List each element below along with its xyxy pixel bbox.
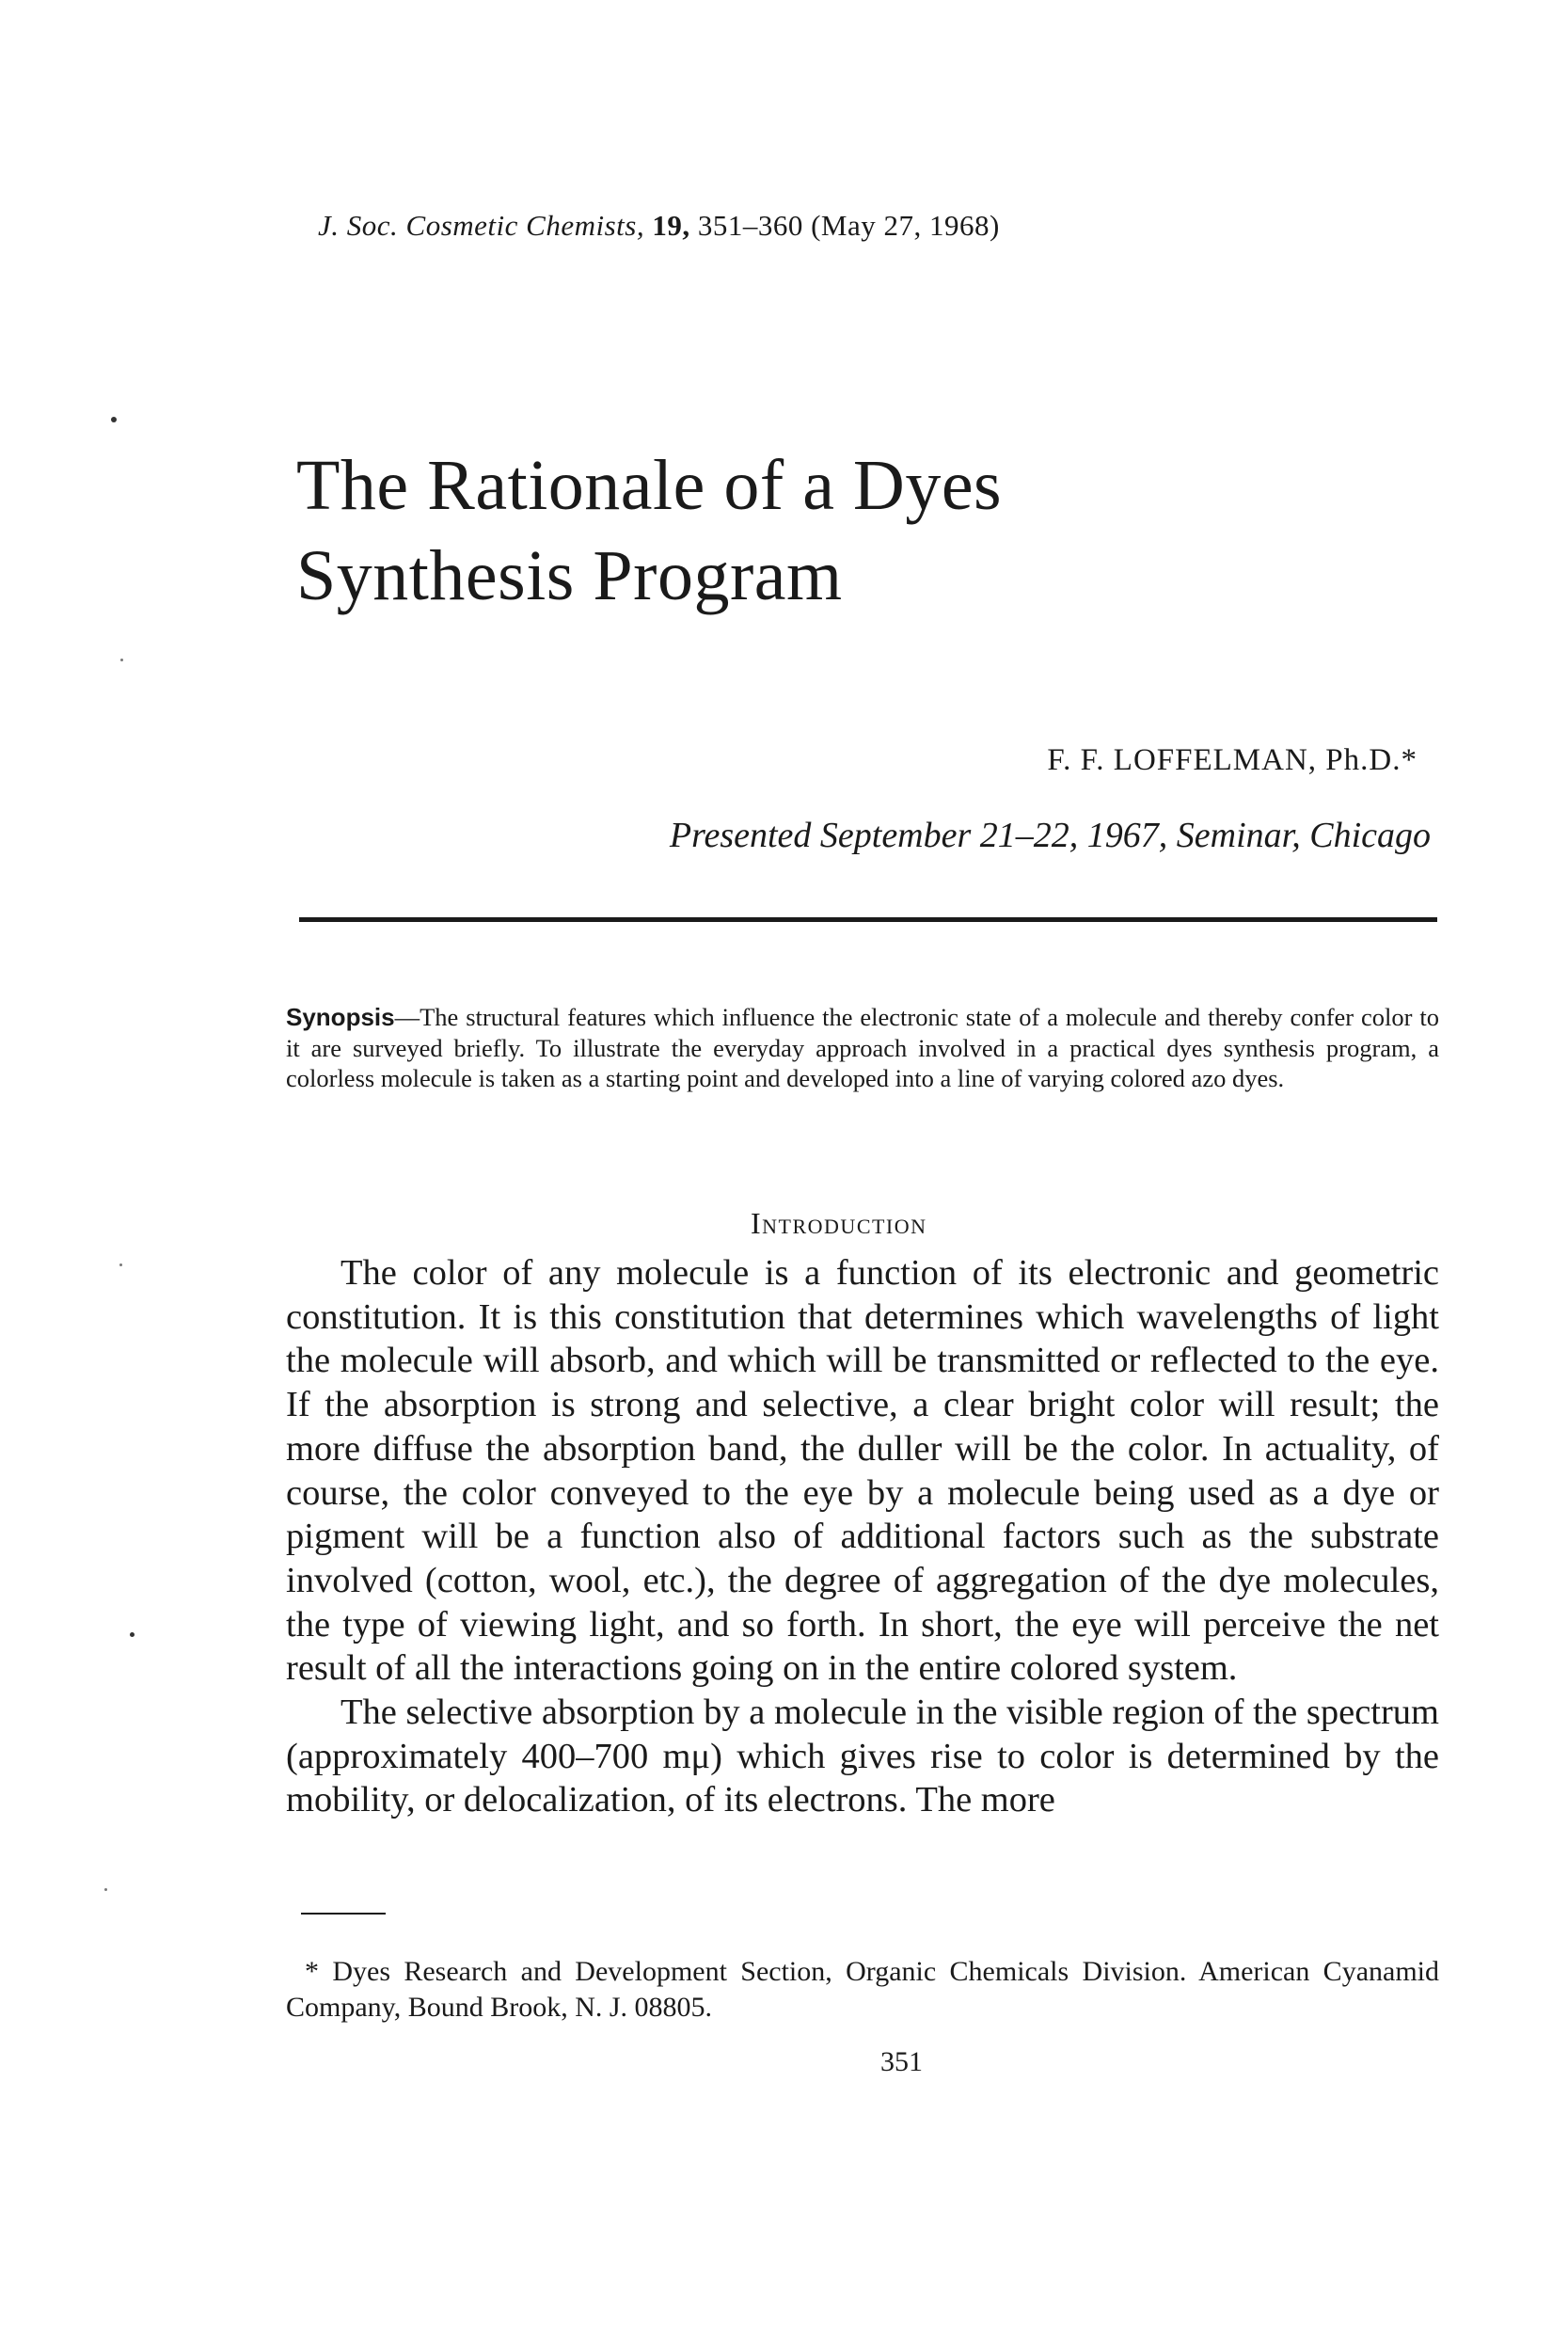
section-heading — [0, 1206, 1568, 1241]
footnote: * Dyes Research and Development Section, Organic Chemicals Division. American Cyanamid Company, Bound Brook, N. J. 08805. — [286, 1956, 1439, 2023]
section-heading-text: Introduction — [751, 1206, 927, 1240]
journal-name: J. Soc. Cosmetic Chemists, — [318, 209, 645, 242]
journal-pages-date: 351–360 (May 27, 1968) — [697, 209, 1000, 242]
title-rule — [299, 917, 1437, 922]
synopsis — [286, 1002, 1439, 1094]
scan-speck — [111, 417, 117, 422]
scan-speck — [120, 659, 123, 661]
footnote-rule — [301, 1913, 386, 1915]
body-text — [286, 1251, 1439, 1822]
paper-title-line-1: The Rationale of a Dyes — [296, 446, 1003, 525]
synopsis-label: Synopsis — [286, 1003, 395, 1031]
synopsis-text: —The structural features which influence the electronic state of a molecule and thereby confer color to it are surveyed briefly. To illustrate the everyday approach involved in a practical dyes synthesis program, a colorless molecule is taken as a starting point and developed into a line of varying colored azo dyes. — [286, 1003, 1439, 1092]
journal-volume: 19, — [652, 209, 690, 242]
scan-speck — [130, 1632, 135, 1637]
paper-title — [296, 440, 1002, 621]
presented-note: Presented September 21–22, 1967, Seminar, Chicago — [669, 816, 1431, 855]
scan-speck — [104, 1888, 107, 1891]
paragraph-2: The selective absorption by a molecule in the visible region of the spectrum (approximately 400–700 mμ) which gives rise to color is determined by the mobility, or delocalization, of its electrons. The more — [286, 1692, 1439, 1820]
journal-reference — [318, 209, 1000, 243]
scan-speck — [119, 1263, 122, 1266]
page-number: 351 — [880, 2046, 923, 2077]
author: F. F. LOFFELMAN, Ph.D.* — [1047, 743, 1418, 777]
paragraph-1: The color of any molecule is a function of its electronic and geometric constitution. It is this constitution that determines which wavelengths of light the molecule will absorb, and which will be transmitted or reflected to the eye. If the absorption is strong and selective, a clear bright color will result; the more diffuse the absorption band, the duller will be the color. In actuality, of course, the color conveyed to the eye by a molecule being used as a dye or pigment will be a function also of additional factors such as the substrate involved (cotton, wool, etc.), the degree of aggregation of the dye molecules, the type of viewing light, and so forth. In short, the eye will perceive the net result of all the interactions going on in the entire colored system. — [286, 1253, 1439, 1689]
paper-title-line-2: Synthesis Program — [296, 536, 843, 615]
